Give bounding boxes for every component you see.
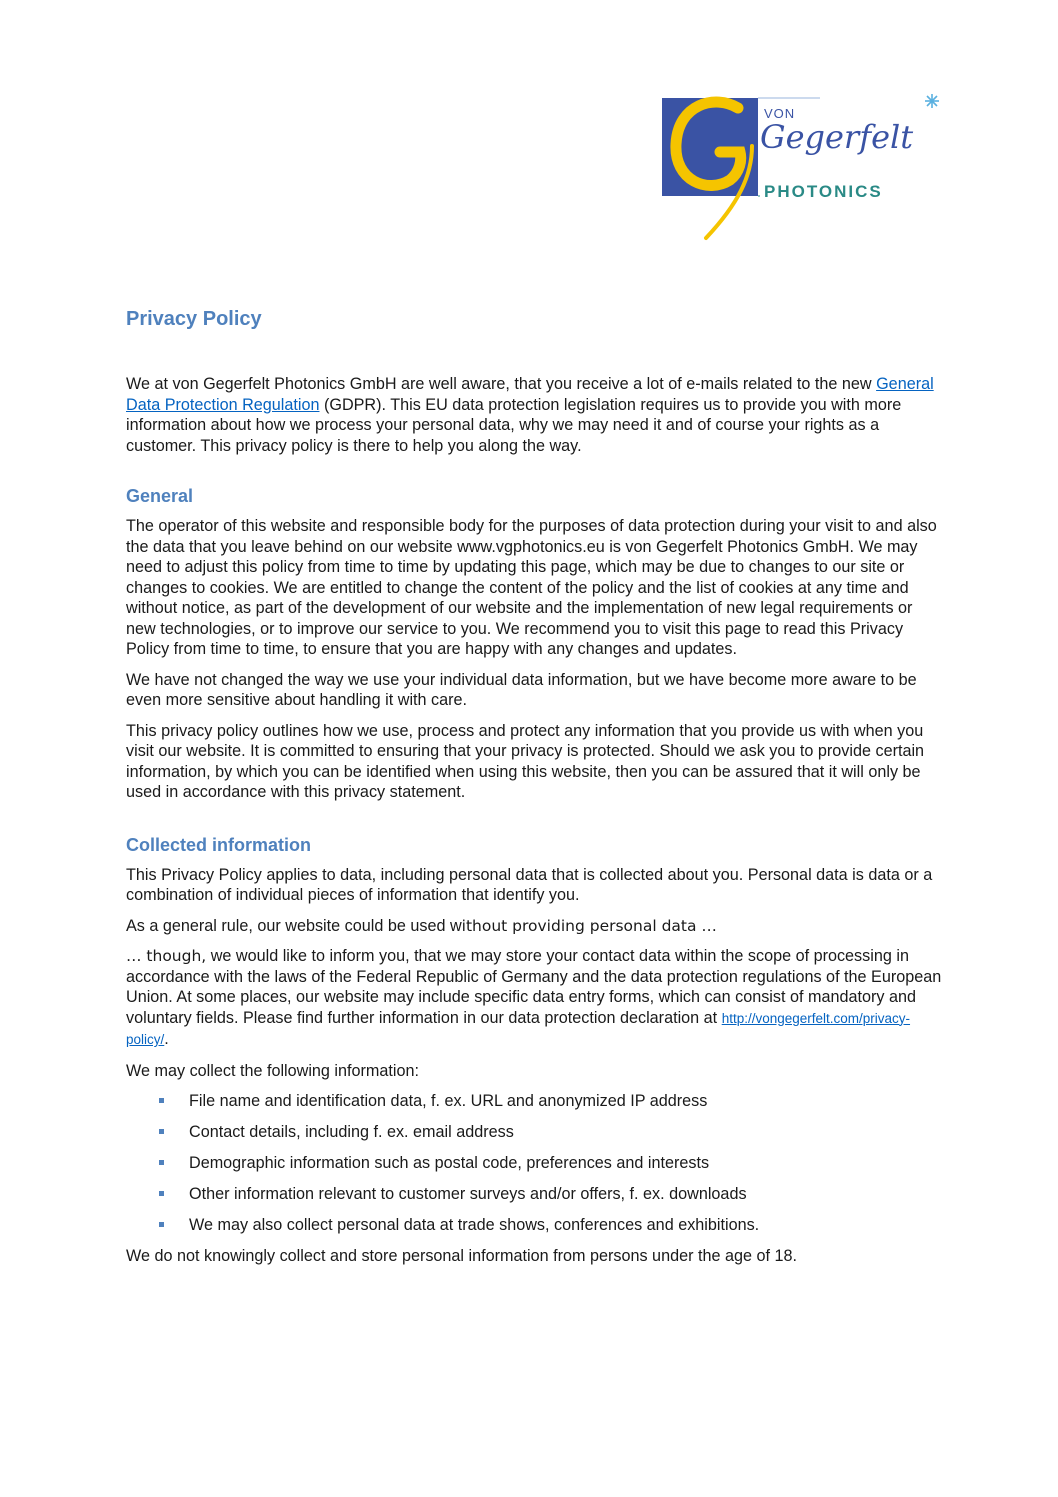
square-bullet-icon [159,1191,164,1196]
square-bullet-icon [159,1160,164,1165]
privacy-policy-link[interactable]: http://vongegerfelt.com/privacy-policy/ [126,1010,911,1047]
gdpr-link[interactable]: General Data Protection Regulation [126,375,934,414]
logo-text-name: Gegerfelt [760,118,914,156]
collected-section [126,833,946,1267]
collected-paragraph-3: … though, we would like to inform you, that we may store your contact data within the scope of processing in accordance with the laws of the Federal Republic of Germany and the data protection regulations of the European Union. At some places, our website may include specific data entry forms, which can consist of mandatory and voluntary fields. Please find further information in our data protection declaration at http://vongegerfelt.com/privacy-policy/. [126,947,942,1048]
logo-text-von: VON [764,106,796,121]
collected-info-list [126,1091,946,1236]
collected-paragraph-2: As a general rule, our website could be used without providing personal data … [126,916,717,935]
document-body [126,300,946,1277]
square-bullet-icon [159,1222,164,1227]
list-item: Contact details, including f. ex. email address [126,1122,946,1143]
collected-paragraph-5: We do not knowingly collect and store personal information from persons under the age of 18. [126,1247,797,1265]
collected-heading: Collected information [126,834,312,855]
collected-paragraph-4: We may collect the following information: [126,1061,420,1080]
general-heading: General [126,486,194,506]
general-paragraph-1: The operator of this website and responsible body for the purposes of data protection during your visit to and also the data that you leave behind on our website www.vgphotonics.eu is von Gegerfelt Photonics GmbH. We may need to adjust this policy from time to time by updating this page, which may be due to changes to our site or changes to cookies. We are entitled to change the content of the policy and the list of cookies at any time and without notice, as part of the development of our website and the implementation of new legal requirements or new technologies, or to improve our service to you. We recommend you to visit this page to read this Privacy Policy from time to time, to ensure that you are happy with any changes and updates. [126,517,937,658]
list-item: Demographic information such as postal code, preferences and interests [126,1153,946,1174]
general-section [126,484,946,803]
general-paragraph-3: This privacy policy outlines how we use, process and protect any information that you provide us with when you visit our website. It is committed to ensuring that your privacy is protected. Should we ask you to provide certain information, by which you can be identified when using this website, then you can be assured that it will only be used in accordance with this privacy statement. [126,721,925,801]
collected-paragraph-1: This Privacy Policy applies to data, including personal data that is collected about you. Personal data is data or a combination of individual pieces of information that identify you. [126,865,933,904]
square-bullet-icon [159,1098,164,1103]
general-paragraph-2: We have not changed the way we use your individual data information, but we have become more aware to be even more sensitive about handling it with care. [126,670,917,709]
list-item: File name and identification data, f. ex. URL and anonymized IP address [126,1091,946,1112]
list-item: We may also collect personal data at trade shows, conferences and exhibitions. [126,1215,946,1236]
page-title: Privacy Policy [126,308,262,330]
list-item: Other information relevant to customer surveys and/or offers, f. ex. downloads [126,1184,946,1205]
logo-text-photonics: Photonics [764,182,883,201]
square-bullet-icon [159,1129,164,1134]
intro-section [126,374,946,456]
company-logo [660,86,945,246]
intro-paragraph: We at von Gegerfelt Photonics GmbH are well aware, that you receive a lot of e-mails related to the new General Data Protection Regulation (GDPR). This EU data protection legislation requires us to provide you with more information about how we process your personal data, why we may need it and of course your rights as a customer. This privacy policy is there to help you along the way. [126,375,934,455]
